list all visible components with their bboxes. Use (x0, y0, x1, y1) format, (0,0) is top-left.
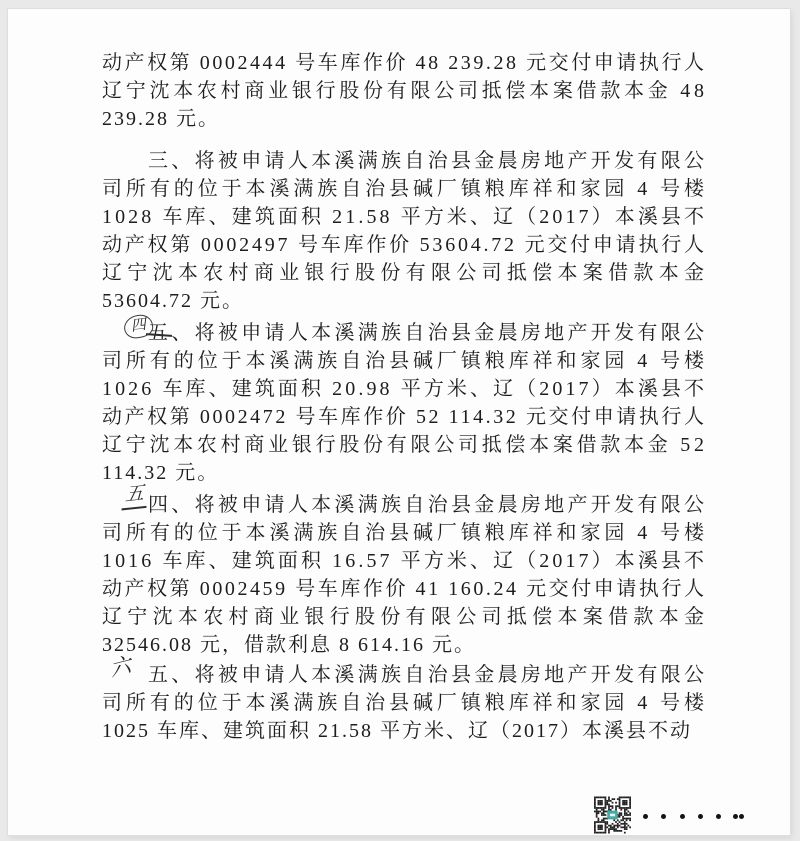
struck-character: 五 (148, 319, 171, 347)
dot (733, 814, 738, 819)
paragraph (102, 491, 710, 659)
text-line: 辽宁沈本农村商业银行股份有限公司抵偿本案借款本金 (102, 606, 710, 628)
dot (716, 814, 721, 819)
text-line: 114.32 元。 (102, 462, 220, 484)
text-line: 辽宁沈本农村商业银行股份有限公司抵偿本案借款本金 (102, 262, 710, 284)
handwritten-correction: 五 (122, 478, 148, 511)
text-line: 三、将被申请人本溪满族自治县金晨房地产开发有限公 (148, 150, 708, 172)
dot (680, 814, 685, 819)
text-line: 司所有的位于本溪满族自治县碱厂镇粮库祥和家园 4 号楼 (102, 178, 708, 200)
text-line: 1025 车库、建筑面积 21.58 平方米、辽（2017）本溪县不动 (102, 720, 692, 742)
text-line: 1026 车库、建筑面积 20.98 平方米、辽（2017）本溪县不 (102, 378, 708, 400)
text-block (102, 49, 710, 745)
text-line: 辽宁沈本农村商业银行股份有限公司抵偿本案借款本金 52 (102, 434, 708, 456)
text-line: 司所有的位于本溪满族自治县碱厂镇粮库祥和家园 4 号楼 (102, 692, 708, 714)
text-line: 1028 车库、建筑面积 21.58 平方米、辽（2017）本溪县不 (102, 206, 708, 228)
text-line: 司所有的位于本溪满族自治县碱厂镇粮库祥和家园 4 号楼 (102, 350, 708, 372)
paragraph (102, 661, 706, 745)
text-line: 司所有的位于本溪满族自治县碱厂镇粮库祥和家园 4 号楼 (102, 522, 708, 544)
dot (739, 814, 744, 819)
text-line: 239.28 元。 (102, 108, 220, 130)
text-line: 辽宁沈本农村商业银行股份有限公司抵偿本案借款本金 48 (102, 80, 708, 102)
text-line: 动产权第 0002459 号车库作价 41 160.24 元交付申请执行人 (102, 578, 707, 600)
paragraph (102, 147, 710, 315)
paragraph (102, 319, 706, 487)
dot (698, 814, 703, 819)
text-line: 动产权第 0002497 号车库作价 53604.72 元交付申请执行人 (102, 234, 707, 256)
dot (643, 814, 648, 819)
text-line: 32546.08 元，借款利息 8 614.16 元。 (102, 634, 476, 656)
qr-code-icon (594, 796, 631, 834)
text-line: 动产权第 0002472 号车库作价 52 114.32 元交付申请执行人 (102, 406, 707, 428)
text-line: 动产权第 0002444 号车库作价 48 239.28 元交付申请执行人 (102, 52, 707, 74)
handwritten-correction: 六 (108, 652, 133, 682)
text-line: 五、将被申请人本溪满族自治县金晨房地产开发有限公 (148, 664, 708, 686)
handwritten-correction: 四 (123, 313, 155, 339)
text-line: 53604.72 元。 (102, 290, 244, 312)
paragraph (102, 49, 706, 133)
text-line: 五、将被申请人本溪满族自治县金晨房地产开发有限公 (102, 319, 706, 347)
scanned-page (8, 9, 790, 835)
text-line: 四、将被申请人本溪满族自治县金晨房地产开发有限公 (148, 494, 708, 516)
dot (661, 814, 666, 819)
text-line: 1016 车库、建筑面积 16.57 平方米、辽（2017）本溪县不 (102, 550, 708, 572)
